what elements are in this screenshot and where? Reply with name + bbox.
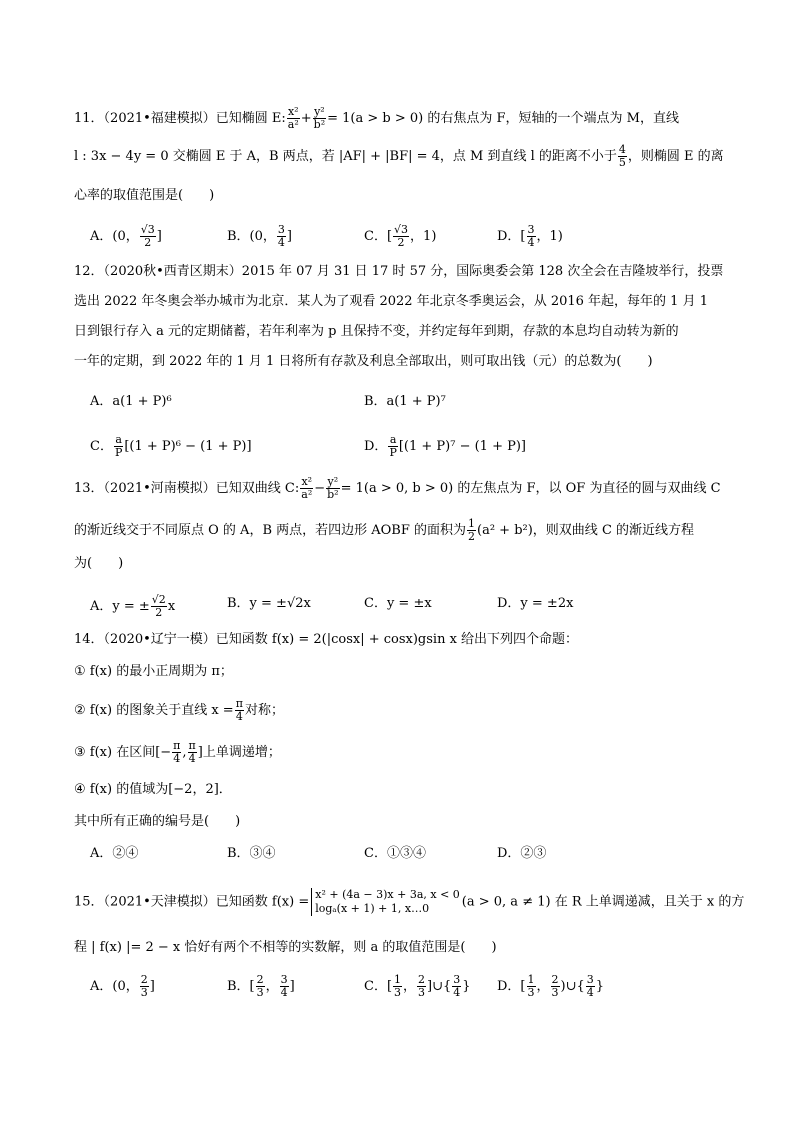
numerator: 3 xyxy=(280,973,288,986)
option-text: A．(0， xyxy=(90,979,139,994)
denominator: 3 xyxy=(418,986,426,999)
option-text: A．y = ± xyxy=(90,599,150,614)
option-text: } xyxy=(462,979,471,994)
q14-option-a[interactable]: A．②④ xyxy=(90,846,139,861)
fraction xyxy=(393,224,409,249)
q13-option-b[interactable]: B．y = ±√2x xyxy=(227,596,311,611)
fraction xyxy=(393,974,402,999)
q15-option-d[interactable] xyxy=(497,974,604,999)
q15-option-b[interactable] xyxy=(227,974,295,999)
fraction xyxy=(287,106,300,131)
q15-text: (a > 0, a ≠ 1) 在 R 上单调递减，且关于 x 的方 xyxy=(461,894,745,910)
option-text: ] xyxy=(149,979,155,994)
numerator: π xyxy=(188,739,196,752)
numerator: √3 xyxy=(394,223,409,236)
q14-option-d[interactable]: D．②③ xyxy=(497,846,547,861)
fraction xyxy=(527,974,536,999)
q14-line-1: 14．（2020•辽宁一模）已知函数 f(x) = 2(|cosx| + cosx)gsin x 给出下列四个命题： xyxy=(74,632,579,647)
numerator: 3 xyxy=(277,223,285,236)
q14-line-6: 其中所有正确的编号是( ) xyxy=(74,814,241,829)
option-text: ] xyxy=(156,229,162,244)
q11-option-d[interactable] xyxy=(497,224,563,249)
q11-text: = 1(a > b > 0) 的右焦点为 F，短轴的一个端点为 M，直线 xyxy=(327,111,679,126)
fraction xyxy=(586,974,595,999)
q12-line-4: 一年的定期，到 2022 年的 1 月 1 日将所有存款及利息全部取出，则可取出钱（元）的总数为( ) xyxy=(74,354,653,369)
denominator: 3 xyxy=(551,986,559,999)
q12-option-c[interactable] xyxy=(90,434,252,459)
fraction xyxy=(313,106,326,131)
fraction xyxy=(280,974,289,999)
q11-line-3: 心率的取值范围是( ) xyxy=(74,188,215,203)
numerator: x² xyxy=(287,105,299,118)
q11-option-b[interactable] xyxy=(227,224,292,249)
option-text: B．[ xyxy=(227,979,255,994)
q14-line-3 xyxy=(74,698,737,723)
denominator: 4 xyxy=(173,752,181,765)
denominator: 3 xyxy=(256,986,264,999)
q12-option-b[interactable]: B．a(1 + P)⁷ xyxy=(364,394,446,409)
q12-option-d[interactable] xyxy=(364,434,526,459)
option-text: )∪{ xyxy=(560,979,585,994)
option-text: ] xyxy=(286,229,292,244)
q13-text: = 1(a > 0, b > 0) 的左焦点为 F，以 OF 为直径的圆与双曲线 C xyxy=(340,481,721,496)
numerator: x² xyxy=(301,475,313,488)
q11-line-2 xyxy=(74,144,737,169)
numerator: 2 xyxy=(140,973,148,986)
q14-line-4 xyxy=(74,740,737,765)
denominator: 5 xyxy=(618,156,626,169)
option-text: ， xyxy=(536,979,550,994)
q14-text: ③ f(x) 在区间[− xyxy=(74,745,172,760)
numerator: π xyxy=(173,739,181,752)
denominator: 4 xyxy=(277,236,285,249)
option-text: C．[ xyxy=(364,979,393,994)
piecewise-brace xyxy=(311,888,460,916)
numerator: 1 xyxy=(394,973,402,986)
numerator: 2 xyxy=(551,973,559,986)
option-text: [(1 + P)⁶ − (1 + P)] xyxy=(124,439,252,454)
numerator: √3 xyxy=(140,223,155,236)
fraction xyxy=(172,740,181,765)
fraction xyxy=(277,224,286,249)
fraction xyxy=(188,740,197,765)
numerator: 3 xyxy=(586,973,594,986)
option-text: D． xyxy=(364,439,388,454)
fraction xyxy=(388,434,397,459)
fraction xyxy=(452,974,461,999)
denominator: 4 xyxy=(586,986,594,999)
denominator: a² xyxy=(287,118,299,131)
q15-option-a[interactable] xyxy=(90,974,155,999)
option-text: B．(0， xyxy=(227,229,276,244)
numerator: a xyxy=(115,433,122,446)
q14-text: , xyxy=(182,745,187,760)
q13-text: 13．（2021•河南模拟）已知双曲线 C: xyxy=(74,481,300,496)
q13-text: 的渐近线交于不同原点 O 的 A，B 两点，若四边形 AOBF 的面积为 xyxy=(74,523,467,538)
option-text: [(1 + P)⁷ − (1 + P)] xyxy=(398,439,526,454)
fraction xyxy=(114,434,123,459)
numerator: π xyxy=(235,697,243,710)
denominator: 3 xyxy=(394,986,402,999)
q14-option-b[interactable]: B．③④ xyxy=(227,846,276,861)
denominator: 4 xyxy=(280,986,288,999)
option-text: } xyxy=(595,979,605,994)
option-text: ，1) xyxy=(410,229,437,244)
option-text: x xyxy=(167,599,176,614)
option-text: D．[ xyxy=(497,979,526,994)
q14-line-2: ① f(x) 的最小正周期为 π； xyxy=(74,664,233,679)
plus-sign: + xyxy=(300,111,312,126)
denominator: 2 xyxy=(397,236,405,249)
denominator: 4 xyxy=(188,752,196,765)
option-text: D．[ xyxy=(497,229,526,244)
q11-option-c[interactable] xyxy=(364,224,436,249)
numerator: a xyxy=(389,433,397,446)
q15-option-c[interactable] xyxy=(364,974,471,999)
q11-option-a[interactable] xyxy=(90,224,162,249)
numerator: 4 xyxy=(618,143,626,156)
q12-line-1: 12．（2020秋•西青区期末）2015 年 07 月 31 日 17 时 57 分，国际奥委会第 128 次全会在吉隆坡举行，投票 xyxy=(74,264,724,279)
fraction xyxy=(417,974,426,999)
denominator: 4 xyxy=(235,710,243,723)
numerator: y² xyxy=(327,475,339,488)
q13-line-1 xyxy=(74,476,737,501)
numerator: √2 xyxy=(151,593,166,606)
piecewise-case-1: x² + (4a − 3)x + 3a, x < 0 xyxy=(315,888,460,901)
fraction xyxy=(527,224,536,249)
q13-text: (a² + b²)，则双曲线 C 的渐近线方程 xyxy=(477,523,695,538)
option-text: C． xyxy=(90,439,113,454)
numerator: 1 xyxy=(468,517,476,530)
q13-option-c[interactable]: C．y = ±x xyxy=(364,596,432,611)
option-text: ]∪{ xyxy=(427,979,452,994)
option-text: ， xyxy=(265,979,279,994)
q14-text: ]上单调递增； xyxy=(197,745,281,760)
denominator: b² xyxy=(313,118,326,131)
q12-line-2: 选出 2022 年冬奥会举办城市为北京．某人为了观看 2022 年北京冬季奥运会，从 2016 年起，每年的 1 月 1 xyxy=(74,294,708,309)
denominator: 4 xyxy=(527,236,535,249)
denominator: 4 xyxy=(453,986,461,999)
denominator: 3 xyxy=(527,986,535,999)
q13-line-2 xyxy=(74,518,737,543)
fraction xyxy=(140,974,149,999)
numerator: y² xyxy=(314,105,325,118)
q15-text: 15．（2021•天津模拟）已知函数 f(x) = xyxy=(74,894,310,910)
fraction xyxy=(551,974,560,999)
q15-line-2: 程 | f(x) |= 2 − x 恰好有两个不相等的实数解，则 a 的取值范围是( ) xyxy=(74,940,497,955)
q14-text: 对称； xyxy=(244,703,284,718)
numerator: 3 xyxy=(527,223,535,236)
numerator: 2 xyxy=(418,973,426,986)
option-text: A．(0， xyxy=(90,229,139,244)
numerator: 2 xyxy=(256,973,264,986)
fraction xyxy=(151,594,167,619)
q12-line-3: 日到银行存入 a 元的定期储蓄，若年利率为 p 且保持不变，并约定每年到期，存款的本息均自动转为新的 xyxy=(74,324,679,339)
q13-line-3: 为( ) xyxy=(74,556,124,571)
fraction xyxy=(326,476,339,501)
fraction xyxy=(618,144,627,169)
denominator: 2 xyxy=(155,606,163,619)
fraction xyxy=(300,476,313,501)
denominator: 2 xyxy=(468,530,476,543)
fraction xyxy=(467,518,476,543)
denominator: 3 xyxy=(140,986,148,999)
fraction xyxy=(235,698,244,723)
q11-text: l : 3x − 4y = 0 交椭圆 E 于 A，B 两点，若 |AF| + |BF| = 4，点 M 到直线 l 的距离不小于 xyxy=(74,149,617,164)
denominator: P xyxy=(389,446,397,459)
fraction xyxy=(256,974,265,999)
denominator: a² xyxy=(301,488,313,501)
q14-line-5: ④ f(x) 的值域为[−2，2]． xyxy=(74,782,232,797)
q11-text: ，则椭圆 E 的离 xyxy=(627,149,724,164)
denominator: P xyxy=(114,446,123,459)
option-text: ，1) xyxy=(536,229,563,244)
option-text: ] xyxy=(289,979,295,994)
q12-option-a[interactable]: A．a(1 + P)⁶ xyxy=(90,394,172,409)
q13-option-a[interactable] xyxy=(90,594,175,619)
option-text: C．[ xyxy=(364,229,393,244)
piecewise-case-2: logₐ(x + 1) + 1, x…0 xyxy=(315,902,430,915)
q14-option-c[interactable]: C．①③④ xyxy=(364,846,426,861)
denominator: b² xyxy=(327,488,339,501)
minus-sign: − xyxy=(314,481,326,496)
q15-line-1 xyxy=(74,888,745,916)
numerator: 3 xyxy=(453,973,461,986)
denominator: 2 xyxy=(144,236,152,249)
numerator: 1 xyxy=(527,973,535,986)
option-text: ， xyxy=(403,979,417,994)
q13-option-d[interactable]: D．y = ±2x xyxy=(497,596,574,611)
q11-text: 11．（2021•福建模拟）已知椭圆 E: xyxy=(74,111,286,126)
q14-text: ② f(x) 的图象关于直线 x = xyxy=(74,703,234,718)
q11-line-1 xyxy=(74,106,737,131)
fraction xyxy=(140,224,156,249)
